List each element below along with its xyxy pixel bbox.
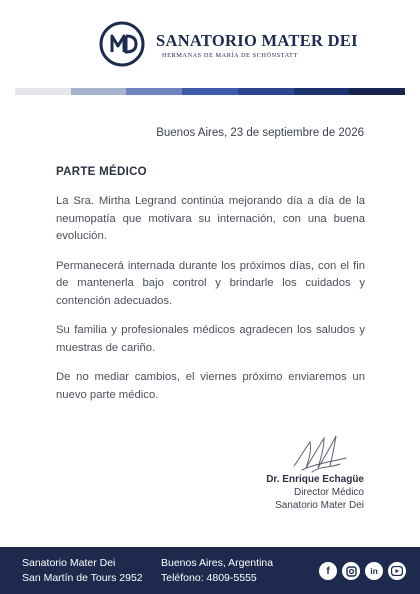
footer-line: Buenos Aires, Argentina: [161, 557, 274, 569]
letterhead: [0, 20, 420, 70]
letter-body: [56, 193, 365, 416]
footer-line: San Martín de Tours 2952: [22, 572, 143, 584]
youtube-icon[interactable]: [388, 562, 406, 580]
color-bar-segment: [71, 88, 127, 95]
paragraph: Permanecerá internada durante los próximos días, con el fin de mantenerla bajo control y brindarle los cuidados y contención adecuados.: [56, 259, 365, 307]
color-bar-segment: [238, 88, 294, 95]
color-bar-segment: [182, 88, 238, 95]
signer-role: Director Médico: [293, 487, 364, 498]
color-bar-segment: [349, 88, 405, 95]
letter-title: PARTE MÉDICO: [56, 166, 147, 178]
letter-date: Buenos Aires, 23 de septiembre de 2026: [156, 127, 364, 139]
footer: [0, 547, 420, 594]
signer-name: Dr. Enrique Echagüe: [266, 474, 364, 485]
mater-dei-logo-icon: [98, 20, 146, 68]
color-bar-segment: [294, 88, 350, 95]
footer-contact-column: [161, 556, 273, 586]
footer-line: Teléfono: 4809-5555: [161, 572, 257, 584]
paragraph: De no mediar cambios, el viernes próximo enviaremos un nuevo parte médico.: [56, 371, 365, 401]
org-name: SANATORIO MATER DEI: [156, 31, 358, 50]
color-bar-segment: [126, 88, 182, 95]
linkedin-icon[interactable]: in: [365, 562, 383, 580]
social-links: [319, 562, 406, 580]
decorative-color-bar: [15, 88, 405, 95]
signer-institution: Sanatorio Mater Dei: [275, 500, 364, 511]
org-subtitle: HERMANAS DE MARÍA DE SCHÖNSTATT: [162, 52, 298, 59]
signature-block: [266, 473, 364, 512]
color-bar-segment: [15, 88, 71, 95]
facebook-icon[interactable]: f: [319, 562, 337, 580]
footer-address-column: [22, 556, 143, 586]
footer-line: Sanatorio Mater Dei: [22, 557, 116, 569]
paragraph: Su familia y profesionales médicos agradecen los saludos y muestras de cariño.: [56, 324, 365, 354]
handwritten-signature: [290, 428, 350, 476]
instagram-icon[interactable]: [342, 562, 360, 580]
paragraph: La Sra. Mirtha Legrand continúa mejorando día a día de la neumopatía que motivara su internación, con una buena evolución.: [56, 195, 365, 242]
